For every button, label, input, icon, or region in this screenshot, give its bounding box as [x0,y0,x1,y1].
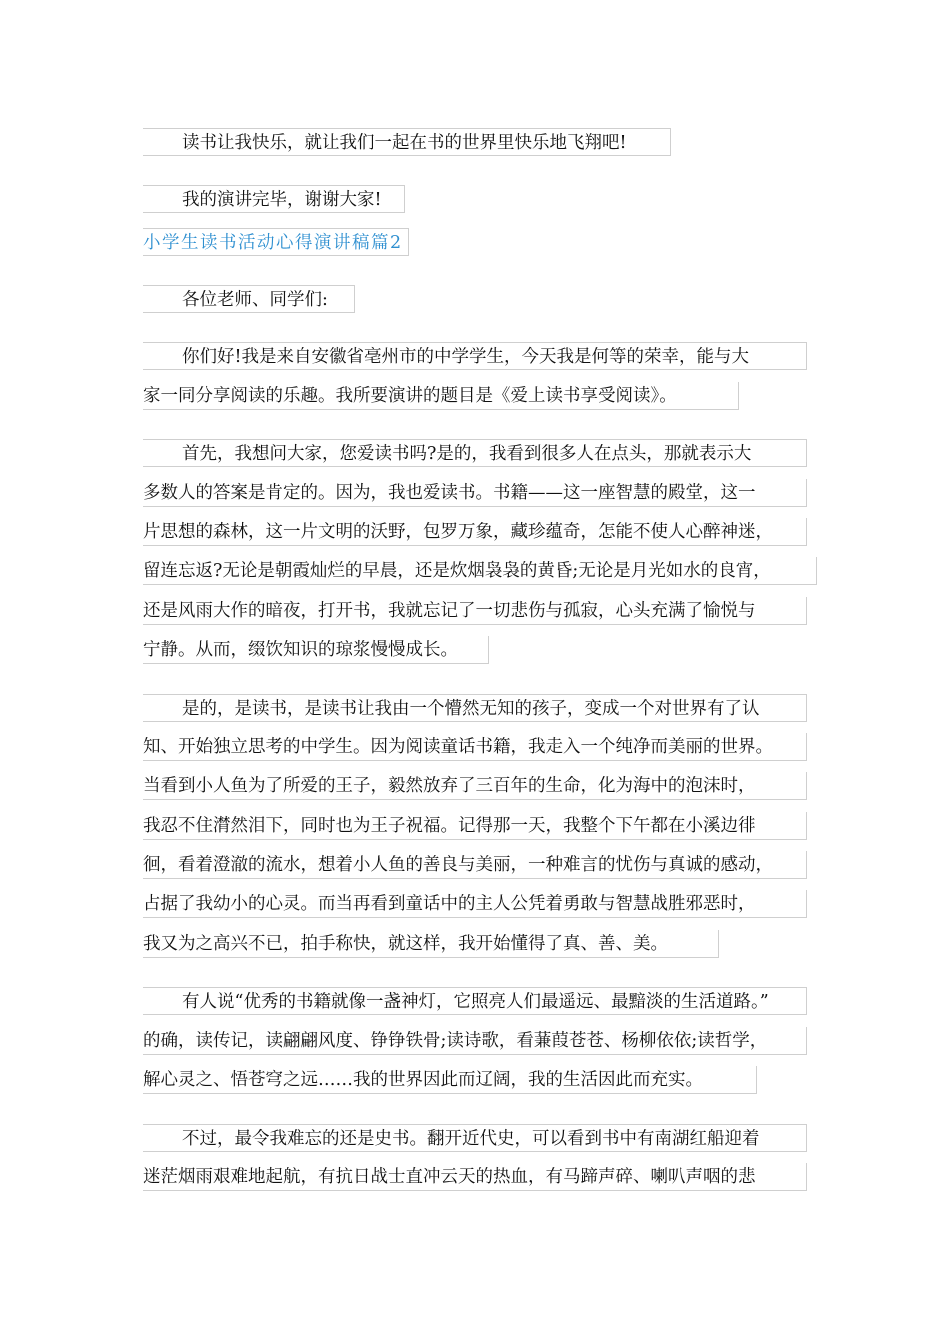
closing-line-1: 读书让我快乐，就让我们一起在书的世界里快乐地飞翔吧! [143,128,671,156]
paragraph-1-line-2: 家一同分享阅读的乐趣。我所要演讲的题目是《爱上读书享受阅读》。 [143,382,739,410]
paragraph-3-line-1: 是的，是读书，是读书让我由一个懵然无知的孩子，变成一个对世界有了认 [143,694,807,722]
paragraph-2-line-1: 首先，我想问大家，您爱读书吗?是的，我看到很多人在点头，那就表示大 [143,439,807,467]
paragraph-2-line-6: 宁静。从而，缀饮知识的琼浆慢慢成长。 [143,636,489,664]
paragraph-3-line-3: 当看到小人鱼为了所爱的王子，毅然放弃了三百年的生命，化为海中的泡沫时， [143,772,807,800]
paragraph-3-line-4: 我忍不住潸然泪下，同时也为王子祝福。记得那一天，我整个下午都在小溪边徘 [143,812,807,840]
salutation: 各位老师、同学们: [143,285,355,313]
paragraph-3-line-2: 知、开始独立思考的中学生。因为阅读童话书籍，我走入一个纯净而美丽的世界。 [143,733,807,761]
paragraph-3-line-5: 徊，看着澄澈的流水，想着小人鱼的善良与美丽，一种难言的忧伤与真诚的感动， [143,851,807,879]
closing-line-2: 我的演讲完毕，谢谢大家! [143,185,405,213]
paragraph-3-line-6: 占据了我幼小的心灵。而当再看到童话中的主人公凭着勇敢与智慧战胜邪恶时， [143,890,807,918]
paragraph-4-line-2: 的确，读传记，读翩翩风度、铮铮铁骨;读诗歌，看蒹葭苍苍、杨柳依依;读哲学， [143,1027,807,1055]
paragraph-2-line-5: 还是风雨大作的暗夜，打开书，我就忘记了一切悲伤与孤寂，心头充满了愉悦与 [143,597,807,625]
paragraph-2-line-4: 留连忘返?无论是朝霞灿烂的早晨，还是炊烟袅袅的黄昏;无论是月光如水的良宵， [143,557,817,585]
paragraph-5-line-2: 迷茫烟雨艰难地起航，有抗日战士直冲云天的热血，有马蹄声碎、喇叭声咽的悲 [143,1163,807,1191]
paragraph-2-line-2: 多数人的答案是肯定的。因为，我也爱读书。书籍——这一座智慧的殿堂，这一 [143,479,807,507]
paragraph-4-line-3: 解心灵之、悟苍穹之远……我的世界因此而辽阔，我的生活因此而充实。 [143,1066,757,1094]
paragraph-3-line-7: 我又为之高兴不已，拍手称快，就这样，我开始懂得了真、善、美。 [143,930,719,958]
paragraph-2-line-3: 片思想的森林，这一片文明的沃野，包罗万象，藏珍蕴奇，怎能不使人心醉神迷， [143,518,807,546]
paragraph-1-line-1: 你们好!我是来自安徽省亳州市的中学学生，今天我是何等的荣幸，能与大 [143,342,807,370]
paragraph-4-line-1: 有人说“优秀的书籍就像一盏神灯，它照亮人们最遥远、最黯淡的生活道路。” [143,987,807,1015]
paragraph-5-line-1: 不过，最令我难忘的还是史书。翻开近代史，可以看到书中有南湖红船迎着 [143,1124,807,1152]
section-title: 小学生读书活动心得演讲稿篇2 [143,228,409,256]
